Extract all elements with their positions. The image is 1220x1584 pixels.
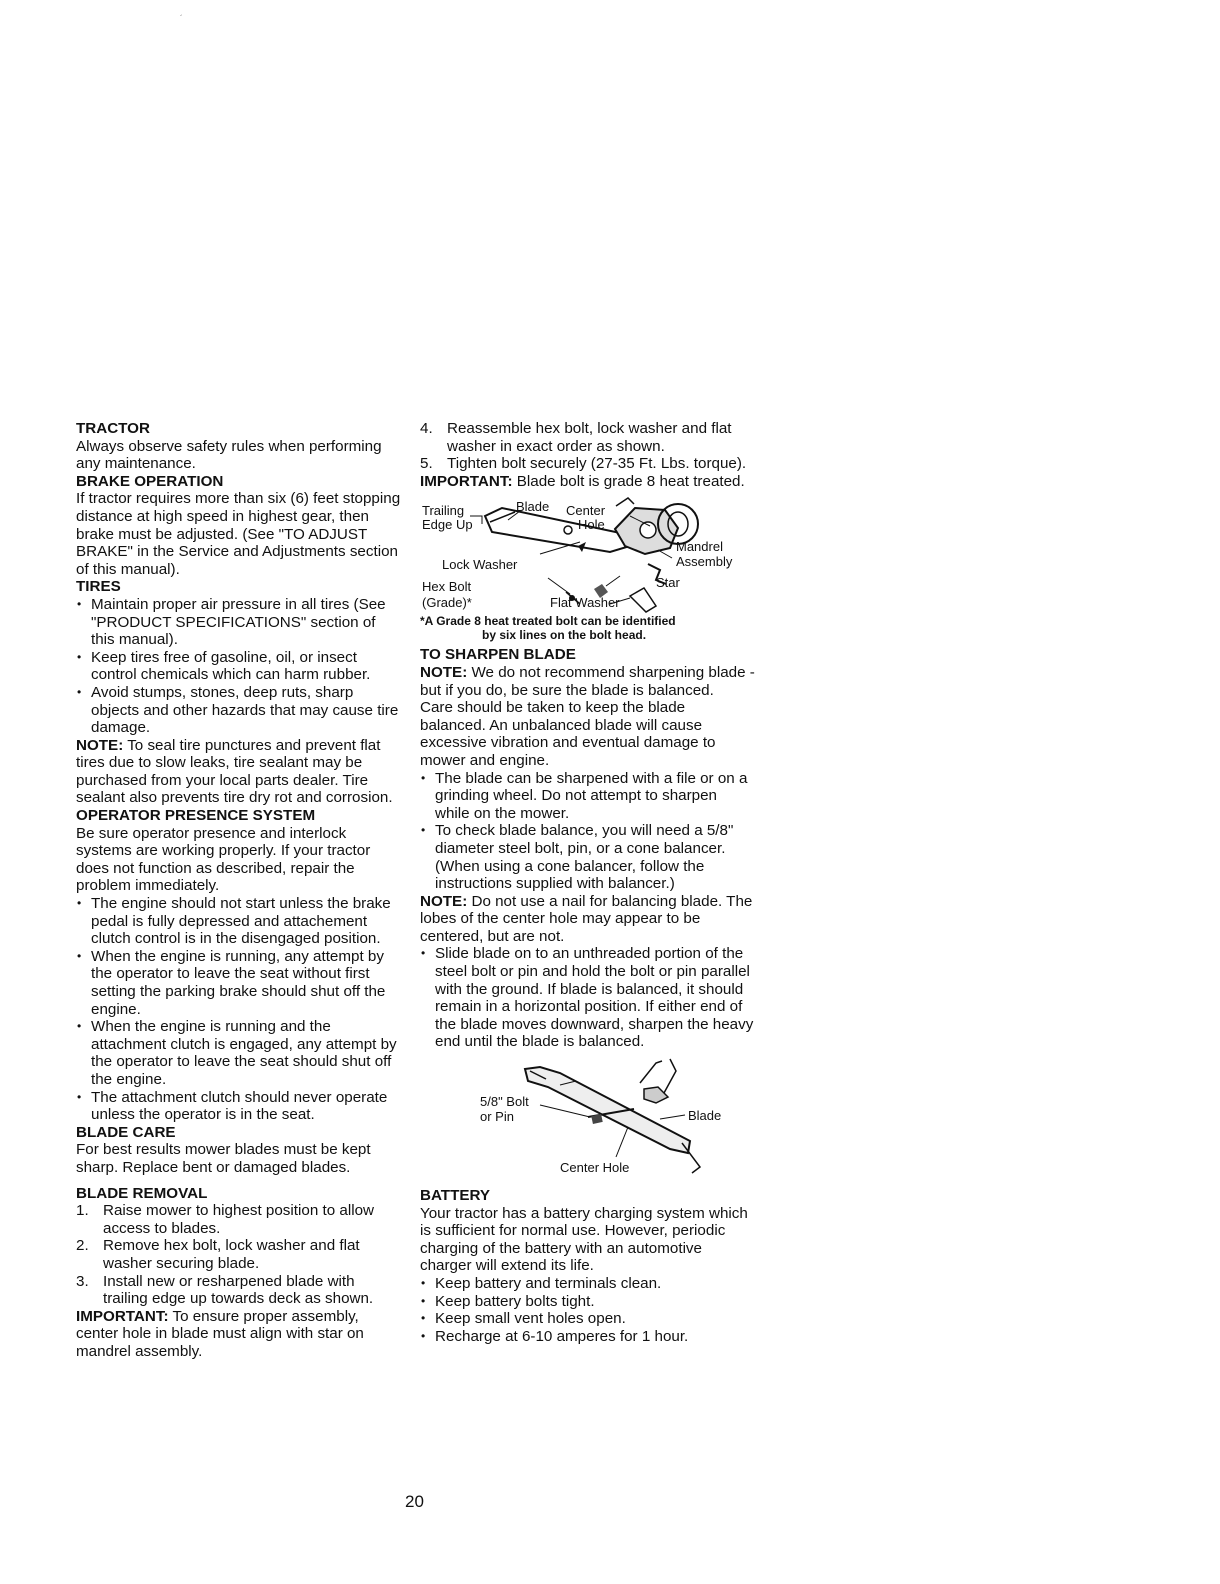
note-label: NOTE: [76, 736, 124, 754]
ops-list [76, 895, 402, 1124]
sharpen-note [420, 664, 755, 699]
label-bolt: 5/8" Bolt [480, 1094, 529, 1110]
label-grade: (Grade)* [422, 595, 472, 611]
list-item [76, 1202, 402, 1237]
label-blade: Blade [516, 499, 550, 515]
important-label: IMPORTANT: [420, 472, 513, 490]
sharpen-list-2 [420, 945, 755, 1051]
tires-list [76, 596, 402, 737]
blade-care-heading: BLADE CARE [76, 1123, 176, 1141]
blade-removal-steps [76, 1202, 402, 1308]
list-item: • Keep battery bolts tight. [420, 1293, 755, 1311]
tires-note [76, 737, 402, 807]
list-item: • The blade can be sharpened with a file or on a grinding wheel. Do not attempt to sharpen while on the mower. [420, 770, 755, 823]
label-lock-washer: Lock Washer [442, 557, 518, 573]
important-text: Blade bolt is grade 8 heat treated. [512, 472, 745, 490]
step-number: 5. [420, 455, 433, 473]
scan-mark: ´ [180, 14, 183, 23]
step-number: 3. [76, 1272, 89, 1290]
blade-care-text: For best results mower blades must be kept sharp. Replace bent or damaged blades. [76, 1141, 371, 1176]
note-label: NOTE: [420, 663, 468, 681]
list-item: • To check blade balance, you will need a 5/8" diameter steel bolt, pin, or a cone balancer. (When using a cone balancer, follow the instructions supplied with balancer.) [420, 822, 755, 892]
label-center-hole: Center Hole [560, 1160, 630, 1176]
important-text: To ensure proper assembly, center hole in blade must align with star on mandrel assembly. [76, 1307, 364, 1360]
label-assembly: Assembly [676, 554, 733, 570]
sharpen-note-2 [420, 893, 755, 946]
label-or-pin: or Pin [480, 1109, 514, 1125]
blade-balance-diagram [420, 1057, 755, 1185]
ops-heading: OPERATOR PRESENCE SYSTEM [76, 807, 316, 825]
list-item: • The attachment clutch should never operate unless the operator is in the seat. [76, 1089, 402, 1124]
list-item: • Avoid stumps, stones, deep ruts, sharp objects and other hazards that may cause tire damage. [76, 684, 402, 737]
battery-heading: BATTERY [420, 1187, 491, 1205]
label-star: Star [656, 575, 680, 591]
blade-assembly-diagram [420, 494, 755, 614]
page-number: 20 [405, 1492, 424, 1511]
left-column [76, 420, 402, 1360]
list-item: • When the engine is running, any attempt by the operator to leave the seat without first setting the parking brake should shut off the engine. [76, 948, 402, 1018]
important-label: IMPORTANT: [76, 1307, 169, 1325]
sharpen-heading: TO SHARPEN BLADE [420, 646, 576, 664]
list-item: • Slide blade on to an unthreaded portion of the steel bolt or pin and hold the bolt or pin parallel with the ground. If blade is balanced, it should remain in a horizontal position. If either end of the blade moves downward, sharpen the heavy end until the blade is balanced. [420, 945, 755, 1051]
brake-text: If tractor requires more than six (6) feet stopping distance at high speed in highest gear, then brake must be adjusted. (See "TO ADJUST BRAKE" in the Service and Adjustments section of this manual). [76, 490, 401, 578]
label-mandrel: Mandrel [676, 539, 723, 555]
list-item: • Keep battery and terminals clean. [420, 1275, 755, 1293]
brake-heading: BRAKE OPERATION [76, 472, 224, 490]
battery-list [420, 1275, 755, 1345]
step-text: Remove hex bolt, lock washer and flat washer securing blade. [103, 1237, 360, 1272]
list-item: • Recharge at 6-10 amperes for 1 hour. [420, 1328, 755, 1346]
list-item: • Maintain proper air pressure in all tires (See "PRODUCT SPECIFICATIONS" section of this manual). [76, 596, 402, 649]
label-edge-up: Edge Up [422, 517, 473, 533]
list-item [420, 420, 755, 455]
tractor-intro: Always observe safety rules when performing any maintenance. [76, 437, 382, 473]
grade-footnote-cont: by six lines on the bolt head. [482, 628, 647, 643]
step-text: Install new or resharpened blade with trailing edge up towards deck as shown. [103, 1272, 374, 1308]
blade-removal-heading: BLADE REMOVAL [76, 1184, 208, 1202]
tractor-heading: TRACTOR [76, 420, 150, 437]
note-text: We do not recommend sharpening blade - but if you do, be sure the blade is balanced. [420, 663, 755, 699]
battery-text: Your tractor has a battery charging system which is sufficient for normal use. However, periodic charging of the battery with an automotive charger will extend its life. [420, 1204, 748, 1275]
ops-text: Be sure operator presence and interlock systems are working properly. If your tractor does not function as described, repair the problem immediately. [76, 824, 371, 895]
important-bolt-grade [420, 473, 755, 491]
grade-footnote: *A Grade 8 heat treated bolt can be identified [420, 614, 676, 629]
note-label: NOTE: [420, 892, 468, 910]
list-item: • Keep tires free of gasoline, oil, or insect control chemicals which can harm rubber. [76, 649, 402, 684]
list-item: • Keep small vent holes open. [420, 1310, 755, 1328]
label-hex-bolt: Hex Bolt [422, 579, 472, 595]
label-trailing: Trailing [422, 503, 465, 519]
reassembly-steps [420, 420, 755, 473]
list-item [76, 1273, 402, 1308]
step-text: Raise mower to highest position to allow access to blades. [103, 1202, 374, 1237]
step-text: Tighten bolt securely (27-35 Ft. Lbs. torque). [447, 455, 747, 473]
sharpen-list [420, 770, 755, 893]
label-hole: Hole [578, 517, 605, 533]
blade-removal-important [76, 1308, 402, 1361]
tires-heading: TIRES [76, 578, 121, 596]
list-item: • When the engine is running and the attachment clutch is engaged, any attempt by the operator to leave the seat should shut off the engine. [76, 1018, 402, 1088]
label-center: Center [566, 503, 606, 519]
label-blade: Blade [688, 1108, 722, 1124]
note-text: To seal tire punctures and prevent flat tires due to slow leaks, tire sealant may be purchased from your local parts dealer. Tire sealant also prevents tire dry rot and corrosion. [76, 736, 393, 807]
list-item [420, 455, 755, 473]
step-number: 2. [76, 1237, 89, 1255]
sharpen-text: Care should be taken to keep the blade balanced. An unbalanced blade will cause excessive vibration and eventual damage to mower and engine. [420, 699, 716, 769]
step-number: 4. [420, 420, 433, 437]
list-item: • The engine should not start unless the brake pedal is fully depressed and attachement clutch control is in the disengaged position. [76, 895, 402, 948]
step-text: Reassemble hex bolt, lock washer and flat washer in exact order as shown. [447, 420, 732, 455]
label-flat-washer: Flat Washer [550, 595, 620, 611]
note-text: Do not use a nail for balancing blade. The lobes of the center hole may appear to be centered, but are not. [420, 892, 753, 945]
step-number: 1. [76, 1202, 89, 1220]
right-column [420, 420, 755, 1345]
list-item [76, 1237, 402, 1272]
